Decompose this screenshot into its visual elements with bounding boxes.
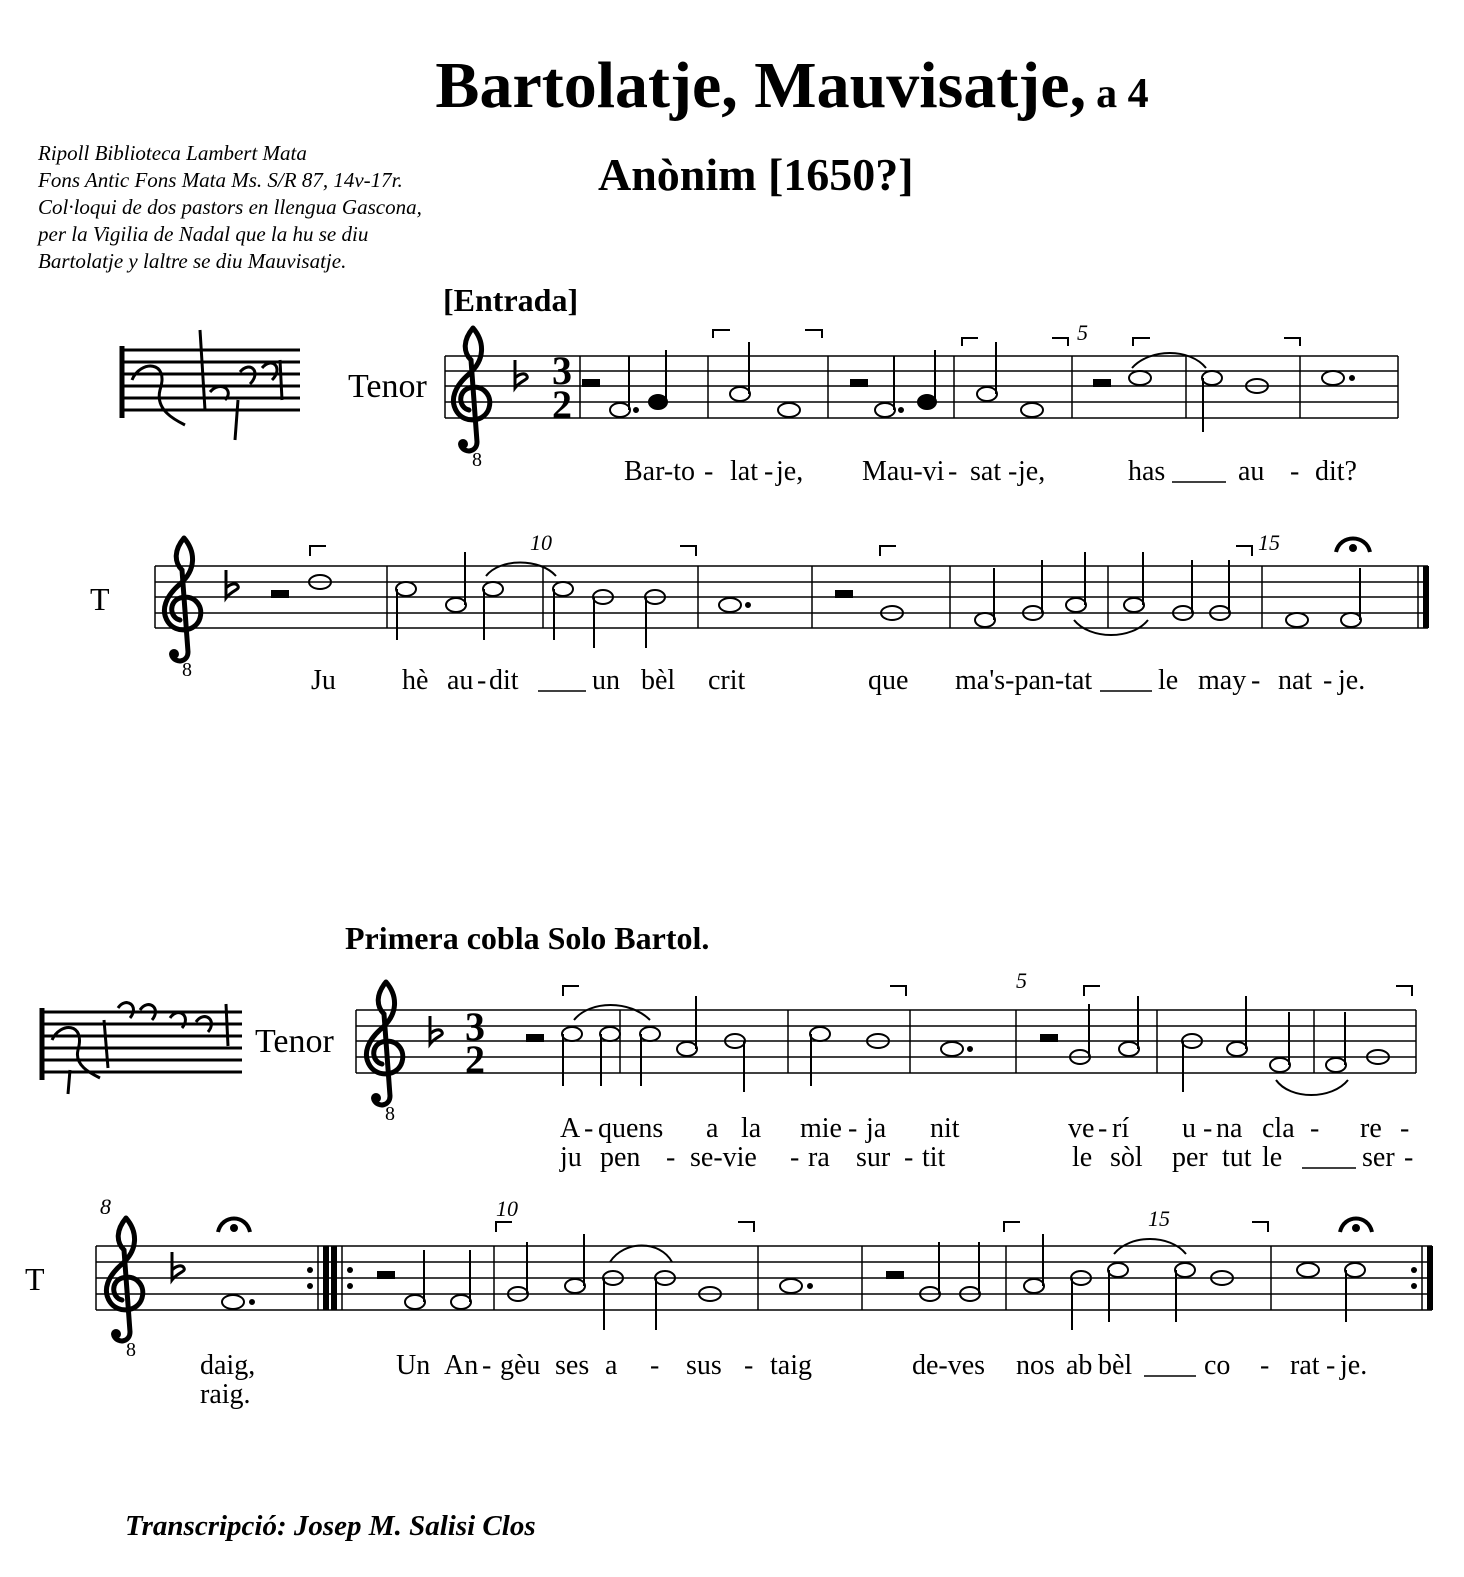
voices-count: a 4 (1096, 71, 1149, 117)
composer: Anònim [1650?] (598, 149, 914, 200)
lyric-syllable: le (1072, 1142, 1093, 1173)
lyric-hyphen: - (666, 1142, 676, 1173)
lyric-hyphen: - (1326, 1350, 1336, 1381)
lyric-hyphen: - (1203, 1113, 1213, 1144)
lyric-hyphen: - (764, 456, 774, 487)
lyric-syllable: ses (555, 1350, 590, 1381)
lyric-syllable: rat (1290, 1350, 1320, 1381)
lyric-syllable: An (444, 1350, 479, 1381)
lyric-syllable: que (868, 665, 909, 696)
measure-number: 5 (1077, 320, 1088, 345)
lyric-syllable: taig (770, 1350, 812, 1381)
lyric-hyphen: - (1008, 456, 1018, 487)
lyric-syllable: de-ves (912, 1350, 986, 1381)
notes-system-4 (218, 1219, 1372, 1331)
lyric-syllable: cla (1262, 1113, 1295, 1144)
lyric-hyphen: - (584, 1113, 594, 1144)
lyric-syllable: je, (776, 456, 804, 487)
time-sig-numerator: 3 (465, 1004, 485, 1049)
source-line: Col·loqui de dos pastors en llengua Gascona, (38, 195, 422, 219)
lyric-syllable: ve (1068, 1113, 1095, 1144)
manuscript-incipit (122, 330, 300, 440)
lyric-syllable: sus (686, 1350, 722, 1381)
notes-system-2 (272, 539, 1370, 649)
staff-4 (96, 1246, 1432, 1310)
lyric-syllable: ju (560, 1142, 582, 1173)
svg-text:8: 8 (182, 659, 192, 681)
source-line: Fons Antic Fons Mata Ms. S/R 87, 14v-17r. (38, 168, 403, 192)
lyric-syllable: na (1216, 1113, 1243, 1144)
measure-number: 5 (1016, 968, 1027, 993)
lyric-syllable: ab (1066, 1350, 1093, 1381)
lyrics-line-1 (624, 456, 1357, 487)
lyrics-line-3 (200, 1350, 1367, 1410)
source-line: per la Vigilia de Nadal que la hu se diu (38, 222, 369, 246)
lyric-syllable: rí (1112, 1113, 1130, 1144)
lyric-syllable: lat (730, 456, 758, 487)
lyric-syllable: je. (1340, 1350, 1368, 1381)
lyric-syllable: re (1360, 1113, 1382, 1144)
treble-clef (453, 328, 489, 451)
measure-number: 10 (496, 1196, 518, 1221)
staff-2 (155, 566, 1428, 628)
lyric-syllable: co (1204, 1350, 1231, 1381)
voice-label-t-2: T (25, 1261, 45, 1297)
lyric-hyphen: - (744, 1350, 754, 1381)
lyric-hyphen: - (650, 1350, 660, 1381)
lyric-syllable: au (1238, 456, 1265, 487)
lyric-hyphen: - (1290, 456, 1300, 487)
svg-text:8: 8 (385, 1103, 395, 1125)
lyric-syllable: le (1158, 665, 1179, 696)
time-sig-denominator: 2 (552, 382, 572, 427)
lyric-syllable: bèl (641, 665, 676, 696)
lyric-syllable: nos (1016, 1350, 1055, 1381)
lyric-syllable: a (605, 1350, 618, 1381)
lyric-syllable: je, (1018, 456, 1046, 487)
lyric-syllable: raig. (200, 1379, 251, 1410)
title-text: Bartolatje, Mauvisatje, (435, 49, 1087, 122)
lyric-syllable: tut (1222, 1142, 1252, 1173)
lyric-syllable: nit (930, 1113, 960, 1144)
time-sig-denominator: 2 (465, 1037, 485, 1082)
voice-label-tenor-2: Tenor (255, 1023, 334, 1060)
lyrics-verse-1 (560, 1113, 1409, 1144)
voice-label-t-1: T (90, 581, 110, 617)
lyric-hyphen: - (1260, 1350, 1270, 1381)
measure-number: 10 (530, 530, 552, 555)
lyric-syllable: A (560, 1113, 581, 1144)
lyric-hyphen: - (1323, 665, 1333, 696)
measure-number: 15 (1258, 530, 1280, 555)
lyric-syllable: daig, (200, 1350, 256, 1381)
lyric-syllable: le (1262, 1142, 1283, 1173)
source-line: Bartolatje y laltre se diu Mauvisatje. (38, 249, 347, 273)
lyric-syllable: ja (866, 1113, 887, 1144)
lyric-syllable: hè (402, 665, 429, 696)
lyric-hyphen: - (482, 1350, 492, 1381)
lyric-syllable: tit (922, 1142, 946, 1173)
lyric-syllable: dit? (1315, 456, 1357, 487)
lyric-hyphen: - (790, 1142, 800, 1173)
lyric-hyphen: - (1310, 1113, 1320, 1144)
lyric-hyphen: - (1404, 1142, 1414, 1173)
lyric-hyphen: - (477, 665, 487, 696)
lyrics-line-2 (311, 665, 1365, 696)
lyric-syllable: quens (598, 1113, 664, 1144)
lyric-hyphen: - (848, 1113, 858, 1144)
lyric-syllable: au (447, 665, 474, 696)
lyric-syllable: bèl (1098, 1350, 1133, 1381)
svg-text:8: 8 (126, 1339, 136, 1361)
lyric-syllable: gèu (500, 1350, 541, 1381)
lyric-syllable: a (706, 1113, 719, 1144)
lyric-syllable: has (1128, 456, 1166, 487)
flat-key-signature (515, 360, 527, 388)
lyric-syllable: mie (800, 1113, 842, 1144)
lyric-syllable: crit (708, 665, 746, 696)
voice-label-tenor-1: Tenor (348, 368, 427, 405)
lyric-syllable: je. (1338, 665, 1366, 696)
lyric-syllable: un (592, 665, 620, 696)
measure-number: 15 (1148, 1206, 1170, 1231)
lyric-syllable: ser (1362, 1142, 1395, 1173)
lyric-syllable: Bar-to (624, 456, 695, 487)
lyric-syllable: sur (856, 1142, 891, 1173)
lyric-syllable: la (741, 1113, 762, 1144)
lyric-syllable: per (1172, 1142, 1208, 1173)
notes-system-1 (583, 330, 1354, 432)
lyric-syllable: se-vie (690, 1142, 757, 1173)
lyric-syllable: ra (808, 1142, 830, 1173)
lyric-hyphen: - (1400, 1113, 1410, 1144)
lyric-hyphen: - (1251, 665, 1261, 696)
octave-mark: 8 (472, 449, 482, 471)
transcription-credit: Transcripció: Josep M. Salisi Clos (125, 1510, 536, 1542)
lyric-syllable: dit (489, 665, 519, 696)
measure-number: 8 (100, 1194, 111, 1219)
staff-3 (356, 1010, 1416, 1073)
lyric-hyphen: - (904, 1142, 914, 1173)
lyric-hyphen: - (704, 456, 714, 487)
lyric-syllable: Ju (311, 665, 336, 696)
manuscript-incipit (42, 1003, 242, 1094)
lyric-syllable: may (1198, 665, 1247, 696)
section-label-primera-cobla: Primera cobla Solo Bartol. (345, 920, 710, 956)
lyric-syllable: nat (1278, 665, 1313, 696)
lyric-syllable: Un (396, 1350, 431, 1381)
source-line: Ripoll Biblioteca Lambert Mata (38, 141, 307, 165)
lyric-hyphen: - (1098, 1113, 1108, 1144)
lyric-syllable: Mau-vi (862, 456, 945, 487)
lyrics-verse-2 (559, 1142, 1413, 1173)
section-label-entrada: [Entrada] (443, 282, 579, 318)
lyric-syllable: pen (600, 1142, 641, 1173)
lyric-hyphen: - (948, 456, 958, 487)
lyric-syllable: u (1182, 1113, 1196, 1144)
time-sig-numerator: 3 (552, 348, 572, 393)
lyric-syllable: sat (970, 456, 1002, 487)
lyric-syllable: ma's-pan-tat (955, 665, 1093, 696)
lyric-syllable: sòl (1110, 1142, 1143, 1173)
